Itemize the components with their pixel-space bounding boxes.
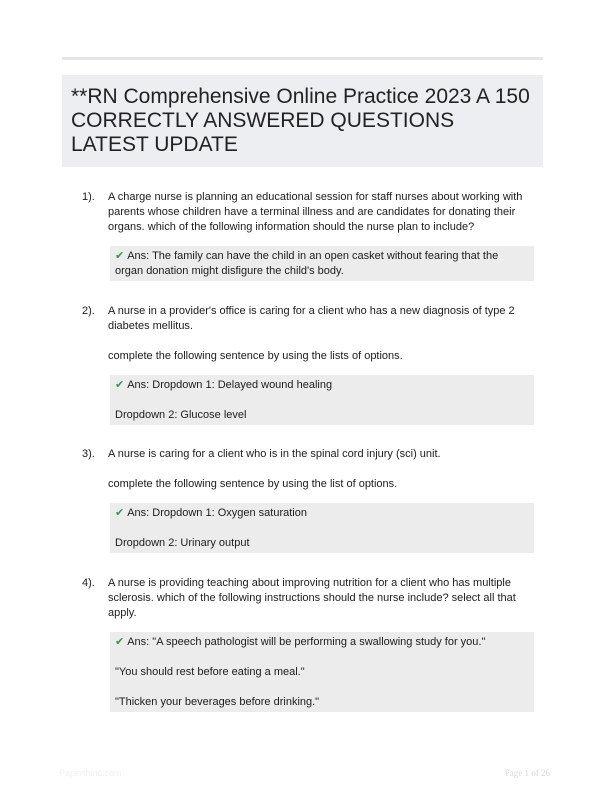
question-number: 3). — [82, 448, 95, 460]
answer-line — [115, 377, 528, 393]
question-paragraph: complete the following sentence by using the lists of options. — [108, 350, 403, 362]
question-number: 2). — [82, 305, 95, 317]
question-paragraph: A nurse in a provider's office is caring for a client who has a new diagnosis of type 2 diabetes mellitus. — [108, 305, 515, 332]
answer-line — [115, 505, 528, 521]
question-text — [108, 576, 532, 621]
question-paragraph: complete the following sentence by using the list of options. — [108, 478, 398, 490]
checkmark-icon: ✔ — [115, 378, 125, 391]
answer-box — [110, 375, 534, 425]
answer-text: Ans: "A speech pathologist will be performing a swallowing study for you." — [127, 636, 486, 648]
answer-box — [110, 632, 534, 712]
answer-text: Ans: Dropdown 1: Oxygen saturation — [127, 507, 307, 519]
checkmark-icon: ✔ — [115, 506, 125, 519]
answer-line: "Thicken your beverages before drinking." — [115, 696, 320, 708]
checkmark-icon: ✔ — [115, 249, 125, 262]
top-divider — [62, 57, 543, 60]
title-banner — [62, 75, 543, 167]
answer-box — [110, 246, 534, 281]
question-text — [108, 304, 532, 364]
answer-box — [110, 503, 534, 553]
answer-text: Ans: The family can have the child in an open casket without fearing that the organ donation might disfigure the child's body. — [115, 250, 499, 277]
page-number: Page 1 of 26 — [504, 768, 550, 778]
answer-line — [115, 634, 528, 650]
question-text — [108, 190, 532, 235]
answer-text: Ans: Dropdown 1: Delayed wound healing — [127, 379, 333, 391]
question-number: 4). — [82, 577, 95, 589]
answer-line: "You should rest before eating a meal." — [115, 666, 305, 678]
question-paragraph: A nurse is providing teaching about improving nutrition for a client who has multiple sclerosis. which of the following instructions should the nurse include? select all that apply. — [108, 577, 516, 619]
question-paragraph: A nurse is caring for a client who is in the spinal cord injury (sci) unit. — [108, 448, 441, 460]
question-paragraph: A charge nurse is planning an educational session for staff nurses about working with parents whose children have a terminal illness and are candidates for donating their organs. which of the following information should the nurse plan to include? — [108, 191, 523, 233]
footer-watermark: Paperthinc.com — [59, 768, 122, 778]
question-text — [108, 447, 532, 492]
answer-line: Dropdown 2: Glucose level — [115, 409, 247, 421]
document-title: **RN Comprehensive Online Practice 2023 A 150 CORRECTLY ANSWERED QUESTIONS LATEST UPDATE — [71, 85, 530, 156]
answer-line — [115, 248, 528, 279]
checkmark-icon: ✔ — [115, 635, 125, 648]
question-number: 1). — [82, 191, 95, 203]
answer-line: Dropdown 2: Urinary output — [115, 537, 250, 549]
